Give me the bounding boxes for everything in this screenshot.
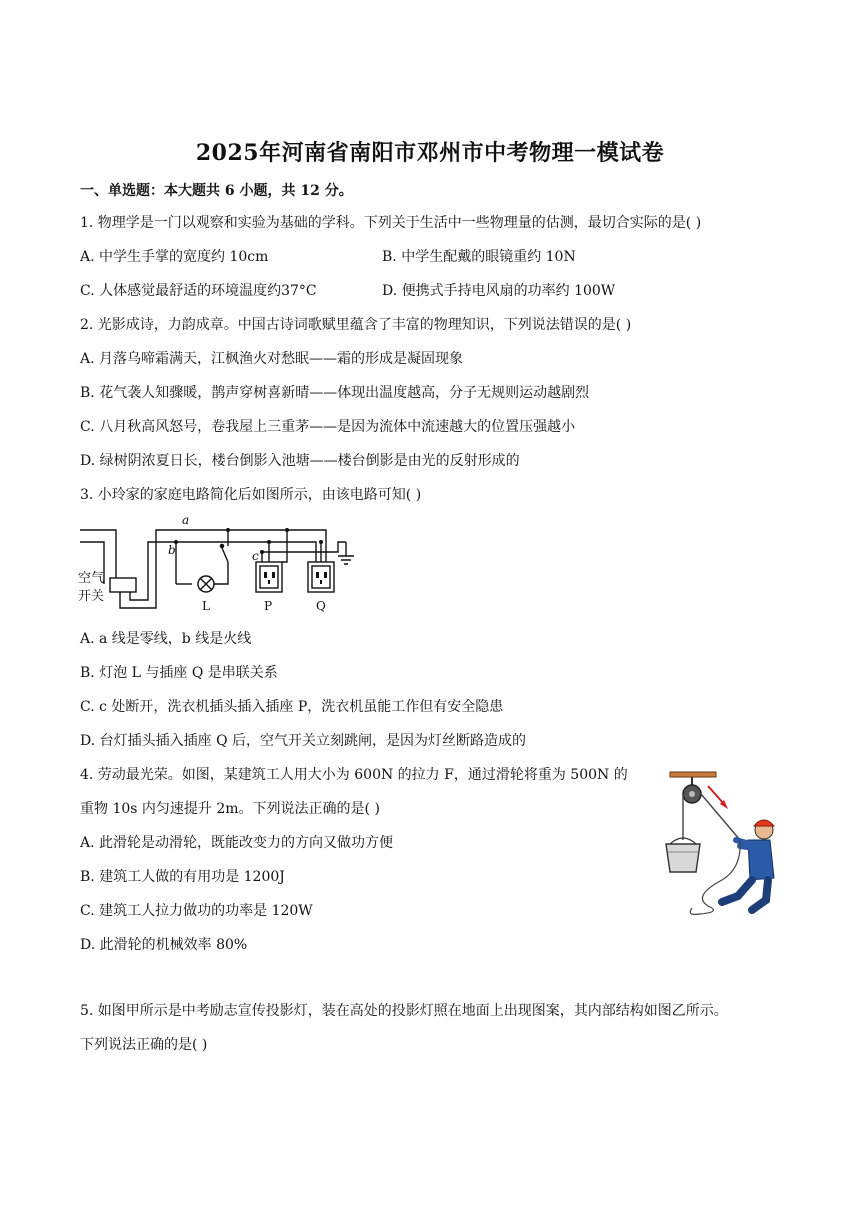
q2-option-b: B. 花气袭人知骤暖，鹊声穿树喜新晴——体现出温度越高，分子无规则运动越剧烈	[80, 385, 590, 401]
q3-option-b: B. 灯泡 L 与插座 Q 是串联关系	[80, 665, 278, 681]
q2-option-a: A. 月落乌啼霜满天，江枫渔火对愁眠——霜的形成是凝固现象	[80, 351, 464, 367]
q5-stem-line1: 5. 如图甲所示是中考励志宣传投影灯，装在高处的投影灯照在地面上出现图案，其内部结构如图乙所示。	[80, 1003, 728, 1019]
q1-option-a: A. 中学生手掌的宽度约 10cm	[80, 249, 269, 265]
q1-stem: 1. 物理学是一门以观察和实验为基础的学科。下列关于生活中一些物理量的估测，最切合实际的是( )	[80, 215, 702, 231]
label-b: b	[168, 543, 176, 557]
label-l: L	[202, 599, 210, 613]
air-switch-label-2: 开关	[78, 589, 105, 604]
circuit-diagram	[76, 512, 366, 622]
q4-option-d: D. 此滑轮的机械效率 80%	[80, 937, 248, 953]
q2-option-d: D. 绿树阴浓夏日长，楼台倒影入池塘——楼台倒影是由光的反射形成的	[80, 453, 520, 469]
q5-stem-line2: 下列说法正确的是( )	[80, 1037, 208, 1053]
q1-option-b: B. 中学生配戴的眼镜重约 10N	[382, 249, 576, 265]
q3-option-d: D. 台灯插头插入插座 Q 后，空气开关立刻跳闸，是因为灯丝断路造成的	[80, 733, 527, 749]
q3-stem: 3. 小玲家的家庭电路简化后如图所示，由该电路可知( )	[80, 487, 422, 503]
label-a: a	[182, 513, 190, 527]
label-p: P	[264, 599, 273, 613]
q1-option-d: D. 便携式手持电风扇的功率约 100W	[382, 283, 616, 299]
pulley-worker-figure	[652, 768, 782, 918]
q2-stem: 2. 光影成诗，力韵成章。中国古诗词歌赋里蕴含了丰富的物理知识，下列说法错误的是( )	[80, 317, 632, 333]
section-heading: 一、单选题：本大题共 6 小题，共 12 分。	[80, 183, 353, 199]
q4-option-c: C. 建筑工人拉力做功的功率是 120W	[80, 903, 313, 919]
q3-option-c: C. c 处断开，洗衣机插头插入插座 P，洗衣机虽能工作但有安全隐患	[80, 699, 504, 715]
q4-stem-line2: 重物 10s 内匀速提升 2m。下列说法正确的是( )	[80, 801, 380, 817]
exam-title: 2025年河南省南阳市邓州市中考物理一模试卷	[195, 140, 665, 166]
label-c: c	[252, 549, 259, 563]
q4-option-b: B. 建筑工人做的有用功是 1200J	[80, 869, 285, 885]
q4-option-a: A. 此滑轮是动滑轮，既能改变力的方向又做功方便	[80, 835, 394, 851]
q2-option-c: C. 八月秋高风怒号，卷我屋上三重茅——是因为流体中流速越大的位置压强越小	[80, 419, 576, 435]
label-q: Q	[316, 599, 326, 613]
q1-option-c: C. 人体感觉最舒适的环境温度约37°C	[80, 283, 317, 299]
q3-option-a: A. a 线是零线，b 线是火线	[80, 631, 252, 647]
q4-stem-line1: 4. 劳动最光荣。如图，某建筑工人用大小为 600N 的拉力 F，通过滑轮将重为 500N 的	[80, 767, 628, 783]
air-switch-label-1: 空气	[78, 571, 105, 586]
